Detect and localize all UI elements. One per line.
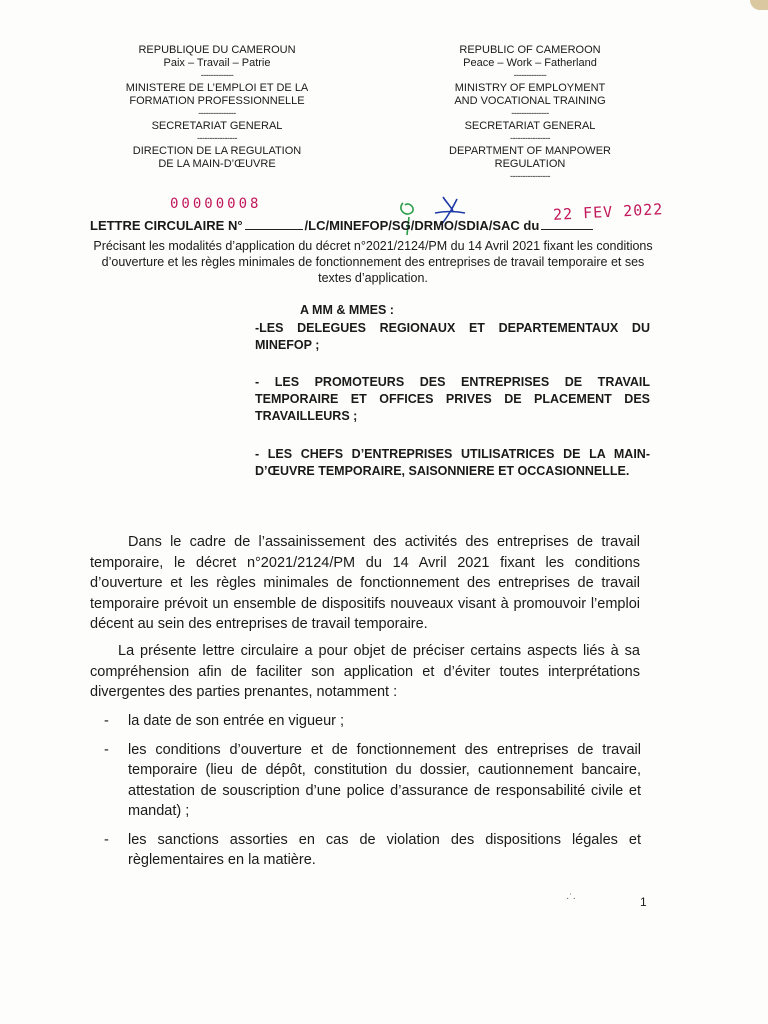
list-item-text: la date de son entrée en vigueur ;: [128, 713, 345, 729]
ministry-line-2: AND VOCATIONAL TRAINING: [454, 95, 606, 107]
separator: ----------------: [197, 133, 237, 143]
ministry-line-1: MINISTERE DE L’EMPLOI ET DE LA: [125, 82, 309, 94]
department-line-2: REGULATION: [494, 158, 566, 170]
bullet-marker: -: [104, 741, 109, 758]
page-number: 1: [640, 895, 647, 909]
reference-date-blank: [541, 219, 593, 230]
list-item-text: les conditions d’ouverture et de fonctionnement des entreprises de travail temporaire (lieu de dépôt, constitution du dossier, cautionnement bancaire, attestation de souscription d’une police d’assurance de responsabilité civile et mandat) ;: [128, 741, 641, 819]
addressee-item: - LES PROMOTEURS DES ENTREPRISES DE TRAVAIL TEMPORAIRE ET OFFICES PRIVES DE PLACEMENT DES TRAVAILLEURS ;: [255, 375, 650, 423]
date-stamp: 22 FEV 2022: [552, 200, 664, 224]
reference-code: /LC/MINEFOP/SG/DRMO/SDIA/SAC du: [304, 218, 540, 233]
country-name: REPUBLIQUE DU CAMEROUN: [138, 44, 296, 56]
addressee-item: - LES CHEFS D’ENTREPRISES UTILISATRICES DE LA MAIN-D’ŒUVRE TEMPORAIRE, SAISONNIERE ET OCCASIONNELLE.: [255, 447, 650, 478]
bullet-marker: -: [104, 831, 109, 848]
list-item-text: les sanctions assorties en cas de violation des dispositions légales et règlementaires en la matière.: [128, 831, 641, 868]
addressees-title: A MM & MMES :: [300, 303, 394, 317]
country-motto: Peace – Work – Fatherland: [463, 57, 597, 69]
separator: ----------------: [510, 171, 550, 181]
registration-number-stamp: 00000008: [170, 196, 262, 212]
ministry-line-1: MINISTRY OF EMPLOYMENT: [454, 82, 606, 94]
separator: ---------------: [198, 108, 236, 118]
bullet-marker: -: [104, 713, 109, 729]
secretariat: SECRETARIAT GENERAL: [151, 120, 283, 132]
separator: ----------------: [510, 133, 550, 143]
ministry-line-2: FORMATION PROFESSIONNELLE: [129, 95, 305, 107]
header-left-french: [87, 44, 347, 171]
department-line-1: DEPARTMENT OF MANPOWER: [449, 145, 611, 157]
direction-line-2: DE LA MAIN-D’ŒUVRE: [158, 158, 276, 170]
reference-prefix: LETTRE CIRCULAIRE N°: [90, 218, 243, 233]
separator: -------------: [513, 70, 547, 80]
bullet-list: [104, 711, 641, 879]
body-paragraph-1: Dans le cadre de l’assainissement des activités des entreprises de travail temporaire, le décret n°2021/2124/PM du 14 Avril 2021 fixant les conditions d’ouverture et les règles minimales de fonctionnement des entreprises de travail temporaire prévoit un ensemble de dispositifs nouveaux visant à promouvoir l’emploi décent au sein des entreprises de travail temporaire.: [90, 534, 640, 632]
header-right-english: [400, 44, 660, 183]
circular-subject: Précisant les modalités d’application du décret n°2021/2124/PM du 14 Avril 2021 fixant les conditions d’ouverture et les règles minimales de fonctionnement des entreprises de travail temporaire et ses textes d’application.: [93, 239, 653, 285]
separator: ---------------: [511, 108, 549, 118]
body-paragraph-2: La présente lettre circulaire a pour objet de préciser certains aspects liés à sa compréhension afin de faciliter son application et d’éviter toutes interprétations divergentes des parties prenantes, notamment :: [90, 643, 640, 700]
list-item: [104, 711, 641, 732]
list-item: [104, 830, 641, 871]
circular-reference: [90, 218, 690, 233]
separator: -------------: [200, 70, 234, 80]
country-name: REPUBLIC OF CAMEROON: [459, 44, 601, 56]
reference-number-blank: [245, 219, 303, 230]
addressee-item: -LES DELEGUES REGIONAUX ET DEPARTEMENTAUX DU MINEFOP ;: [255, 321, 650, 352]
direction-line-1: DIRECTION DE LA REGULATION: [132, 145, 302, 157]
page-corner-mark: [750, 0, 768, 10]
scan-speck-icon: ·˙·: [566, 893, 576, 904]
secretariat: SECRETARIAT GENERAL: [464, 120, 596, 132]
list-item: [104, 740, 641, 822]
country-motto: Paix – Travail – Patrie: [163, 57, 271, 69]
